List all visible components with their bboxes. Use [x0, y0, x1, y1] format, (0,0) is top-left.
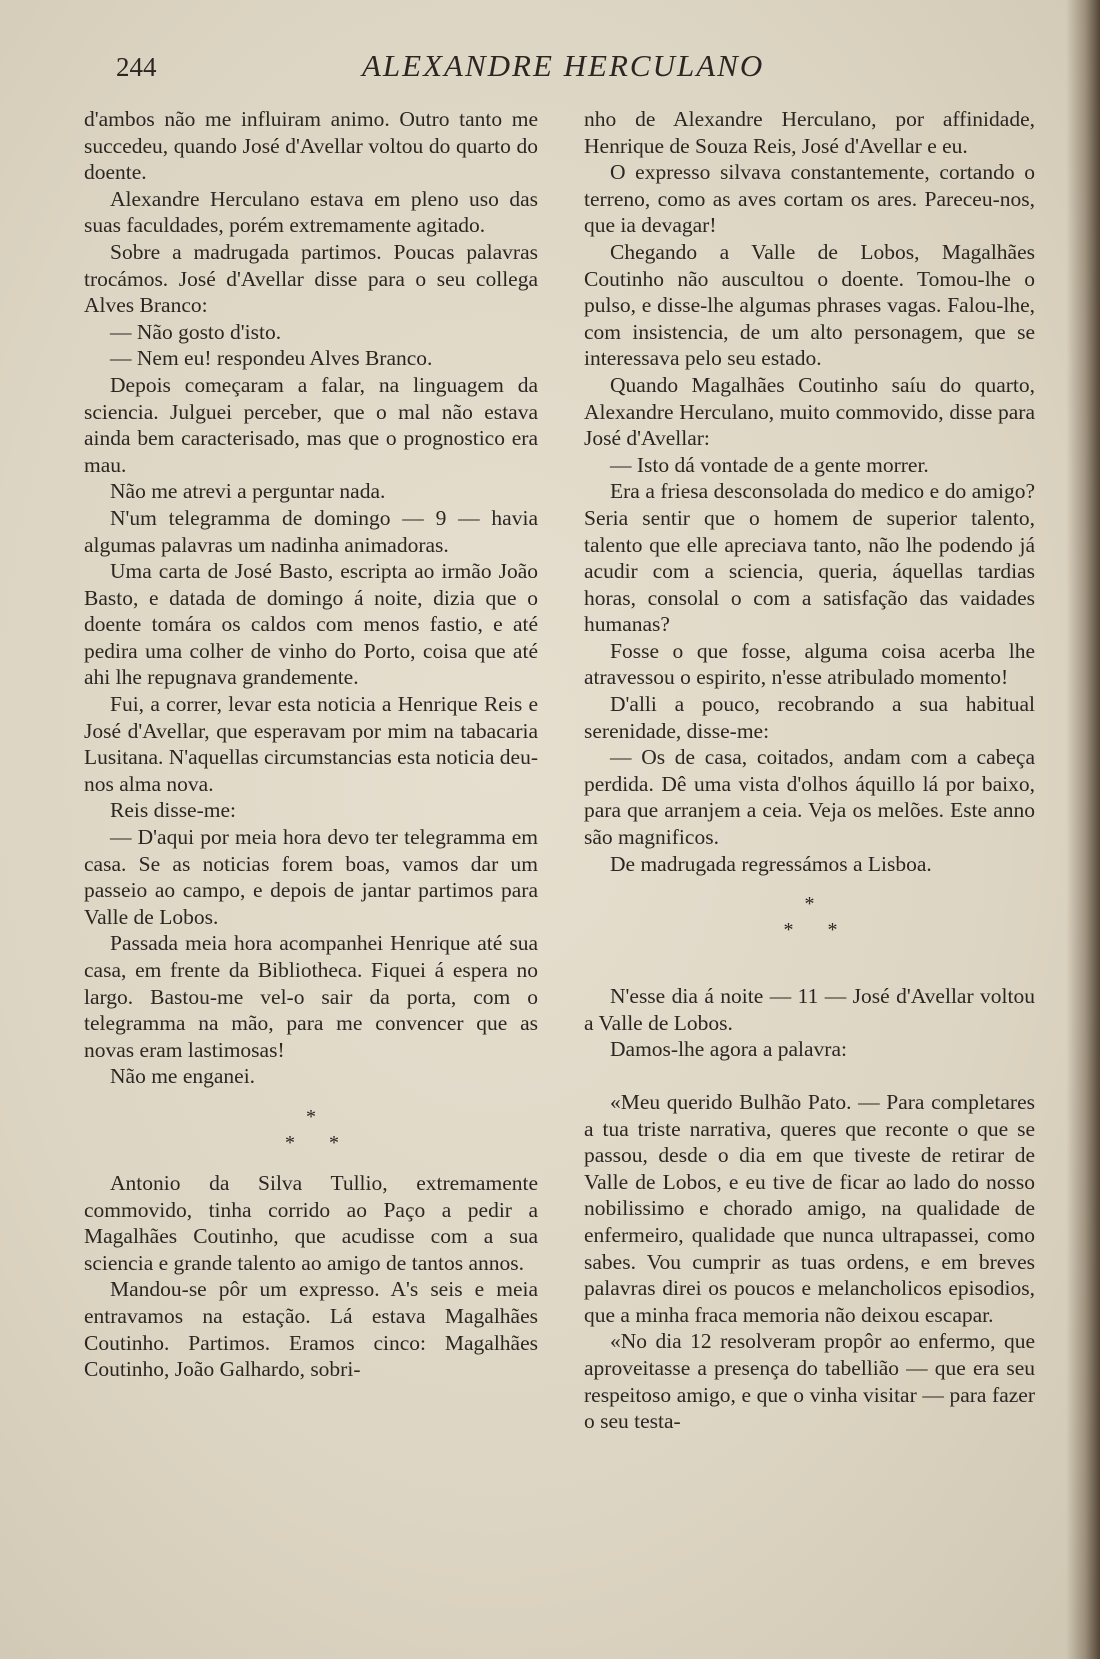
paragraph: — D'aqui por meia hora devo ter telegramma em casa. Se as noticias forem boas, vamos dar um passeio ao campo, e depois de jantar partimos para Valle de Lobos. [84, 825, 538, 929]
paragraph: Alexandre Herculano estava em pleno uso das suas faculdades, porém extremamente agitado. [84, 186, 538, 238]
paragraph: Quando Magalhães Coutinho saíu do quarto, Alexandre Herculano, muito commovido, disse para José d'Avellar: [584, 372, 1035, 451]
spacer [584, 1063, 1035, 1089]
paragraph: Era a friesa desconsolada do medico e do amigo? Seria sentir que o homem de superior talento, talento que elle apreciava tanto, não lhe podendo já acudir com a sciencia, queria, áquellas tardias horas, consolal o com a satisfação das vaidades humanas? [584, 479, 1035, 637]
asterisk: * [783, 919, 794, 942]
asterisk: * [306, 1105, 316, 1128]
paragraph: Passada meia hora acompanhei Henrique até sua casa, em frente da Bibliotheca. Fiquei á espera no largo. Bastou-me vel-o sair da porta, com o telegramma na mão, para me convencer que as novas eram lastimosas! [84, 931, 538, 1062]
page-number: 244 [116, 52, 157, 82]
asterisk: * [329, 1131, 339, 1154]
paragraph: D'alli a pouco, recobrando a sua habitual serenidade, disse-me: [584, 692, 1035, 743]
page-header [0, 48, 1100, 88]
paragraph: nho de Alexandre Herculano, por affinidade, Henrique de Souza Reis, José d'Avellar e eu. [584, 107, 1035, 158]
paragraph: «Meu querido Bulhão Pato. — Para completares a tua triste narrativa, queres que reconte o que se passou, desde o dia em que tiveste de retirar de Valle de Lobos, e eu tive de ficar ao lado do nosso nobilissimo e chorado amigo, na qualidade de enfermeiro, qualidade que nunca ultrapassei, como sabes. Vou cumprir as tuas ordens, e em breves palavras direi os poucos e melancholicos episodios, que a minha fraca memoria não deixou escapar. [584, 1090, 1035, 1327]
paragraph: Fui, a correr, levar esta noticia a Henrique Reis e José d'Avellar, que esperavam por mim na tabacaria Lusitana. N'aquellas circumstancias esta noticia deu-nos alma nova. [84, 692, 539, 796]
paragraph: O expresso silvava constantemente, cortando o terreno, como as aves cortam os ares. Pareceu-nos, que ia devagar! [584, 160, 1035, 238]
page-edge-shadow [1066, 0, 1100, 1659]
paragraph: De madrugada regressámos a Lisboa. [610, 851, 932, 876]
paragraph: — Os de casa, coitados, andam com a cabeça perdida. Dê uma vista d'olhos áquillo lá por baixo, para que arranjem a ceia. Veja os melões. Este anno são magnificos. [584, 745, 1035, 850]
asterisk: * [827, 919, 838, 942]
paragraph: d'ambos não me influiram animo. Outro tanto me succedeu, quando José d'Avellar voltou do quarto do doente. [84, 107, 538, 185]
paragraph: Fosse o que fosse, alguma coisa acerba lhe atravessou o espirito, n'esse atribulado momento! [584, 638, 1035, 690]
section-separator [84, 1090, 538, 1170]
paragraph: Sobre a madrugada partimos. Poucas palavras trocámos. José d'Avellar disse para o seu collega Alves Branco: [84, 239, 538, 318]
right-column [584, 106, 1035, 1435]
section-separator [584, 877, 1035, 957]
paragraph: Não me enganei. [110, 1064, 256, 1089]
paragraph: Uma carta de José Basto, escripta ao irmão João Basto, e datada de domingo á noite, dizia que o doente tomára os caldos com menos fastio, e até pedira uma colher de vinho do Porto, coisa que até ahi lhe repugnava grandemente. [84, 559, 538, 690]
paragraph: Chegando a Valle de Lobos, Magalhães Coutinho não auscultou o doente. Tomou-lhe o pulso, e disse-lhe algumas phrases vagas. Falou-lhe, com insistencia, de um alto personagem, que se interessava pelo seu estado. [584, 239, 1035, 371]
paragraph: — Nem eu! respondeu Alves Branco. [110, 346, 433, 371]
paragraph: Reis disse-me: [110, 798, 236, 823]
paragraph: — Isto dá vontade de a gente morrer. [610, 452, 929, 477]
paragraph: N'esse dia á noite — 11 — José d'Avellar voltou a Valle de Lobos. [584, 984, 1035, 1035]
running-title: ALEXANDRE HERCULANO [362, 48, 765, 83]
paragraph: N'um telegramma de domingo — 9 — havia algumas palavras um nadinha animadoras. [84, 505, 538, 557]
paragraph: Mandou-se pôr um expresso. A's seis e meia entravamos na estação. Lá estava Magalhães Coutinho. Partimos. Eramos cinco: Magalhães Coutinho, João Galhardo, sobri- [84, 1277, 538, 1382]
asterisk: * [285, 1131, 295, 1154]
paragraph: Damos-lhe agora a palavra: [610, 1037, 847, 1062]
asterisk: * [804, 893, 815, 916]
paragraph: Antonio da Silva Tullio, extremamente commovido, tinha corrido ao Paço a pedir a Magalhães Coutinho, que acudisse com a sua sciencia e grande talento ao amigo de tantos annos. [84, 1170, 538, 1275]
left-column [84, 106, 538, 1383]
paragraph: Não me atrevi a perguntar nada. [110, 479, 386, 504]
paragraph: Depois começaram a falar, na linguagem da sciencia. Julguei perceber, que o mal não estava ainda bem caracterisado, mas que o prognostico era mau. [84, 372, 538, 477]
paragraph: — Não gosto d'isto. [110, 319, 282, 344]
spacer [584, 957, 1035, 983]
paragraph: «No dia 12 resolveram propôr ao enfermo, que aproveitasse a presença do tabellião — que era seu respeitoso amigo, e que o vinha visitar — para fazer o seu testa- [584, 1329, 1035, 1434]
